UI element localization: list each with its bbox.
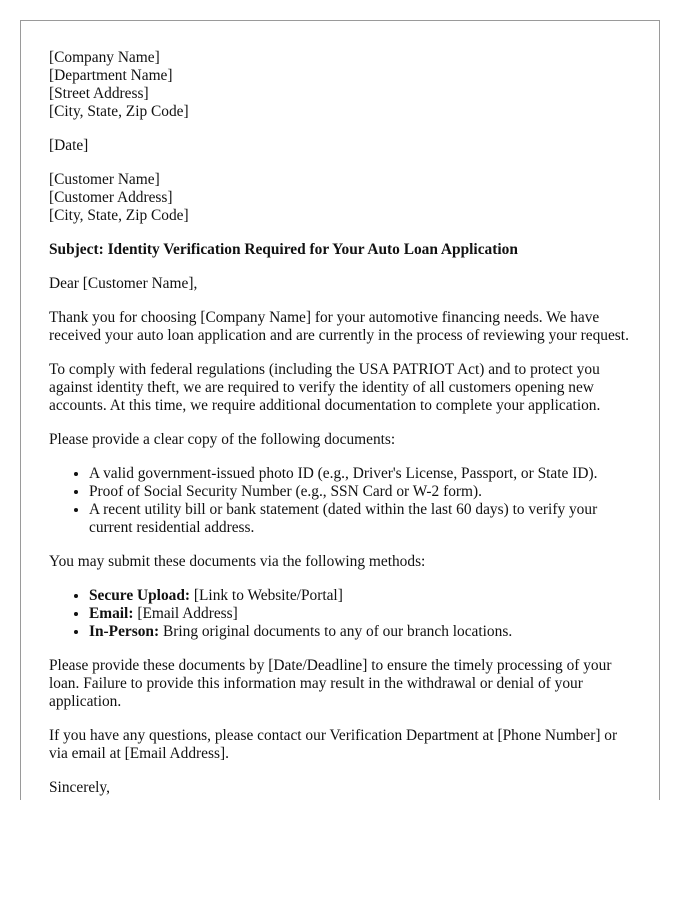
letter-date: [Date] xyxy=(49,137,89,154)
sender-company-name: [Company Name] xyxy=(49,49,160,66)
method-label: Email: xyxy=(89,605,134,622)
salutation: Dear [Customer Name], xyxy=(49,275,198,292)
sender-department-name: [Department Name] xyxy=(49,67,173,84)
recipient-city-state-zip: [City, State, Zip Code] xyxy=(49,207,189,224)
method-value: [Link to Website/Portal] xyxy=(190,587,343,604)
subject-line: Subject: Identity Verification Required for Your Auto Loan Application xyxy=(49,241,518,258)
method-value: [Email Address] xyxy=(133,605,238,622)
methods-intro-paragraph: You may submit these documents via the following methods: xyxy=(49,553,426,570)
sender-city-state-zip: [City, State, Zip Code] xyxy=(49,103,189,120)
compliance-paragraph: To comply with federal regulations (including the USA PATRIOT Act) and to protect you against identity theft, we are required to verify the identity of all customers opening new accounts. At this time, we require additional documentation to complete your application. xyxy=(49,361,601,414)
list-item xyxy=(89,587,629,605)
methods-list xyxy=(49,587,629,641)
letter-page xyxy=(20,20,660,800)
list-item xyxy=(89,623,629,641)
method-label: In-Person: xyxy=(89,623,160,640)
recipient-name: [Customer Name] xyxy=(49,171,160,188)
intro-paragraph: Thank you for choosing [Company Name] for your automotive financing needs. We have received your auto loan application and are currently in the process of reviewing your request. xyxy=(49,309,629,344)
sender-address xyxy=(49,49,629,121)
recipient-address-line: [Customer Address] xyxy=(49,189,173,206)
documents-intro-paragraph: Please provide a clear copy of the following documents: xyxy=(49,431,396,448)
list-item: • A valid government-issued photo ID (e.g., Driver's License, Passport, or State ID). xyxy=(89,465,629,483)
list-item: • Proof of Social Security Number (e.g., SSN Card or W-2 form). xyxy=(89,483,629,501)
documents-list xyxy=(49,465,629,537)
questions-paragraph: If you have any questions, please contact our Verification Department at [Phone Number] or via email at [Email Address]. xyxy=(49,727,618,762)
method-label: Secure Upload: xyxy=(89,587,191,604)
deadline-paragraph: Please provide these documents by [Date/Deadline] to ensure the timely processing of your loan. Failure to provide this information may result in the withdrawal or denial of your application. xyxy=(49,657,612,710)
letter-content xyxy=(49,49,629,800)
method-value: Bring original documents to any of our branch locations. xyxy=(159,623,513,640)
sender-street-address: [Street Address] xyxy=(49,85,149,102)
recipient-address xyxy=(49,171,629,225)
list-item xyxy=(89,605,629,623)
list-item: • A recent utility bill or bank statement (dated within the last 60 days) to verify your current residential address. xyxy=(89,501,629,537)
closing: Sincerely, xyxy=(49,779,110,796)
